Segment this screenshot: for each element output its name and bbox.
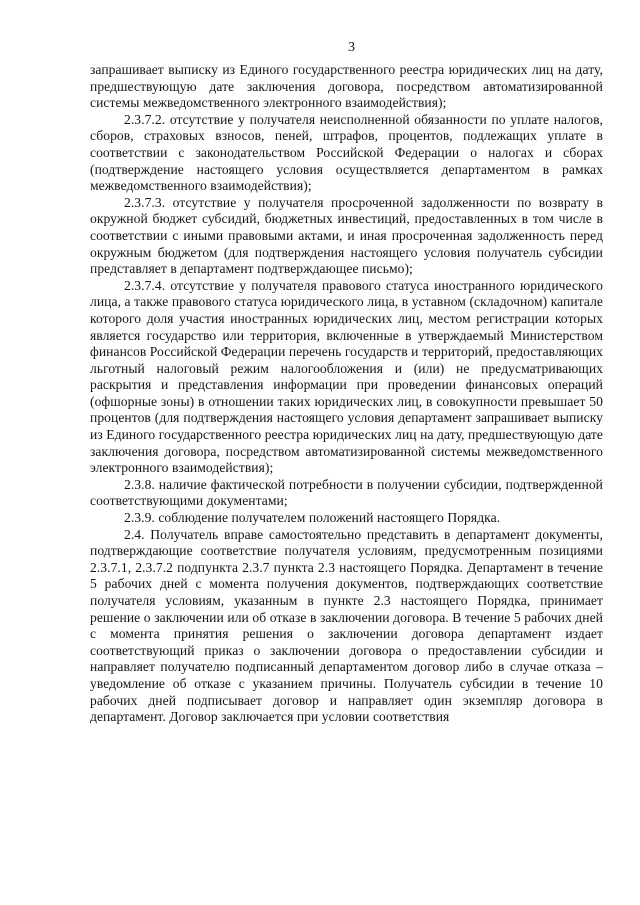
paragraph-2-3-7-2: 2.3.7.2. отсутствие у получателя неисполненной обязанности по уплате налогов, сборов, страховых взносов, пеней, штрафов, процентов, подлежащих уплате в соответствии с законодательством Российской Федерации о налогах и сборах (подтверждение настоящего условия осуществляется департаментом в рамках межведомственного взаимодействия); [90,111,603,194]
paragraph-2-4: 2.4. Получатель вправе самостоятельно представить в департамент документы, подтверждающие соответствие получателя условиям, предусмотренным позициями 2.3.7.1, 2.3.7.2 подпункта 2.3.7 пункта 2.3 настоящего Порядка. Департамент в течение 5 рабочих дней с момента получения документов, подтверждающих соответствие получателя условиям, указанным в пункте 2.3 настоящего Порядка, принимает решение о заключении или об отказе в заключении договора. В течение 5 рабочих дней с момента принятия решения о заключении договора департамент издает соответствующий приказ о заключении договора о предоставлении субсидии и направляет получателю подписанный департаментом договор либо в случае отказа – уведомление об отказе с указанием причины. Получатель субсидии в течение 10 рабочих дней подписывает договор и направляет один экземпляр договора в департамент. Договор заключается при условии соответствия [90,526,603,725]
paragraph-2-3-7-3: 2.3.7.3. отсутствие у получателя просроченной задолженности по возврату в окружной бюджет субсидий, бюджетных инвестиций, предоставленных в том числе в соответствии с иными правовыми актами, и иная просроченная задолженность перед окружным бюджетом (для подтверждения настоящего условия получатель субсидии представляет в департамент подтверждающее письмо); [90,194,603,277]
document-body [90,62,603,726]
paragraph-2-3-7-4: 2.3.7.4. отсутствие у получателя правового статуса иностранного юридического лица, а также правового статуса юридического лица, в уставном (складочном) капитале которого доля участия иностранных юридических лиц, местом регистрации которых является государство или территория, включенные в утверждаемый Министерством финансов Российской Федерации перечень государств и территорий, предоставляющих льготный налоговый режим налогообложения и (или) не предусматривающих раскрытия и представления информации при проведении финансовых операций (офшорные зоны) в отношении таких юридических лиц, в совокупности превышает 50 процентов (для подтверждения настоящего условия департамент запрашивает выписку из Единого государственного реестра юридических лиц на дату, предшествующую дате заключения договора, посредством автоматизированной системы межведомственного электронного взаимодействия); [90,277,603,476]
paragraph-2-3-8: 2.3.8. наличие фактической потребности в получении субсидии, подтвержденной соответствующими документами; [90,476,603,509]
page-number: 3 [348,40,355,55]
paragraph-2-3-9: 2.3.9. соблюдение получателем положений настоящего Порядка. [124,510,501,526]
paragraph-continuation: запрашивает выписку из Единого государственного реестра юридических лиц на дату, предшествующую дате заключения договора, посредством автоматизированной системы межведомственного электронного взаимодействия); [90,62,603,111]
